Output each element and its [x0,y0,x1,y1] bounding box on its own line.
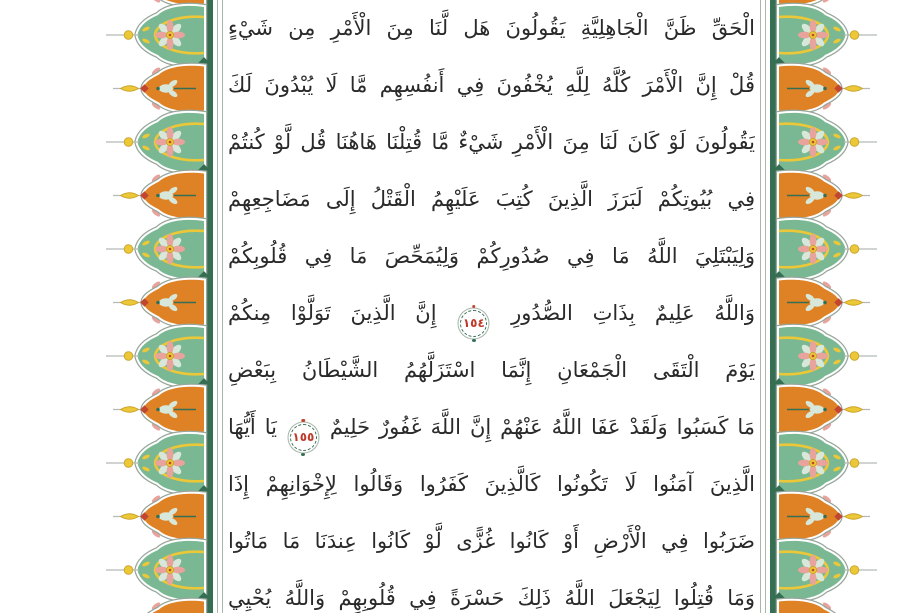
ayah-text: قُلْ إِنَّ الْأَمْرَ كُلَّهُ لِلَّهِ يُخْفُونَ فِي أَنفُسِهِم مَّا لَا يُبْدُونَ لَكَ [228,73,755,97]
frame-rule-left-inner [222,0,223,613]
ayah-text: يَوْمَ الْتَقَى الْجَمْعَانِ إِنَّمَا اسْتَزَلَّهُمُ الشَّيْطَانُ بِبَعْضِ [228,358,755,382]
quran-line [228,57,755,114]
left-ornamental-border [0,0,213,613]
border-art-right [770,0,905,613]
border-art-left [0,0,213,613]
quran-line [228,456,755,513]
quran-line [228,570,755,613]
frame-rule-right-inner [760,0,761,613]
ayah-text: يَقُولُونَ لَوْ كَانَ لَنَا مِنَ الْأَمْرِ شَيْءٌ مَّا قُتِلْنَا هَاهُنَا قُل لَّوْ كُنتُمْ [228,130,755,154]
verse-end-marker [460,310,487,337]
ayah-text: إِنَّ الَّذِينَ تَوَلَّوْا مِنكُمْ [228,301,457,325]
quran-line [228,171,755,228]
ayah-text: وَمَا قُتِلُوا لِيَجْعَلَ اللَّهُ ذَلِكَ حَسْرَةً فِي قُلُوبِهِمْ وَاللَّهُ يُحْيِي [228,586,755,610]
verse-number: ١٥٤ [462,316,485,330]
ayah-text: ضَرَبُوا فِي الْأَرْضِ أَوْ كَانُوا غُزًّى لَّوْ كَانُوا عِندَنَا مَا مَاتُوا [228,529,755,553]
ayah-text: مَا كَسَبُوا وَلَقَدْ عَفَا اللَّهُ عَنْهُمْ إِنَّ اللَّهَ غَفُورٌ حَلِيمٌ [320,415,755,439]
ayah-text: يَا أَيُّهَا [228,415,286,439]
ayah-text: وَاللَّهُ عَلِيمٌ بِذَاتِ الصُّدُورِ [491,301,755,325]
quran-text-block [228,0,755,613]
quran-line [228,114,755,171]
quran-line [228,399,755,456]
quran-line [228,342,755,399]
quran-line [228,513,755,570]
ayah-text: فِي بُيُوتِكُمْ لَبَرَزَ الَّذِينَ كُتِبَ عَلَيْهِمُ الْقَتْلُ إِلَى مَضَاجِعِهِمْ [228,187,755,211]
quran-line [228,285,755,342]
quran-text-frame [213,0,770,613]
quran-line [228,0,755,57]
ayah-text: الْحَقِّ ظَنَّ الْجَاهِلِيَّةِ يَقُولُونَ هَل لَّنَا مِنَ الْأَمْرِ مِن شَيْءٍ [228,16,755,40]
verse-number: ١٥٥ [292,430,315,444]
frame-rule-right-outer [765,0,766,613]
quran-line [228,228,755,285]
verse-end-marker [290,424,317,451]
right-ornamental-border [770,0,905,613]
ayah-text: وَلِيَبْتَلِيَ اللَّهُ مَا فِي صُدُورِكُمْ وَلِيُمَحِّصَ مَا فِي قُلُوبِكُمْ [228,244,755,268]
ayah-text: الَّذِينَ آمَنُوا لَا تَكُونُوا كَالَّذِينَ كَفَرُوا وَقَالُوا لِإِخْوَانِهِمْ إِذَا [228,472,755,496]
frame-rule-left-outer [217,0,218,613]
